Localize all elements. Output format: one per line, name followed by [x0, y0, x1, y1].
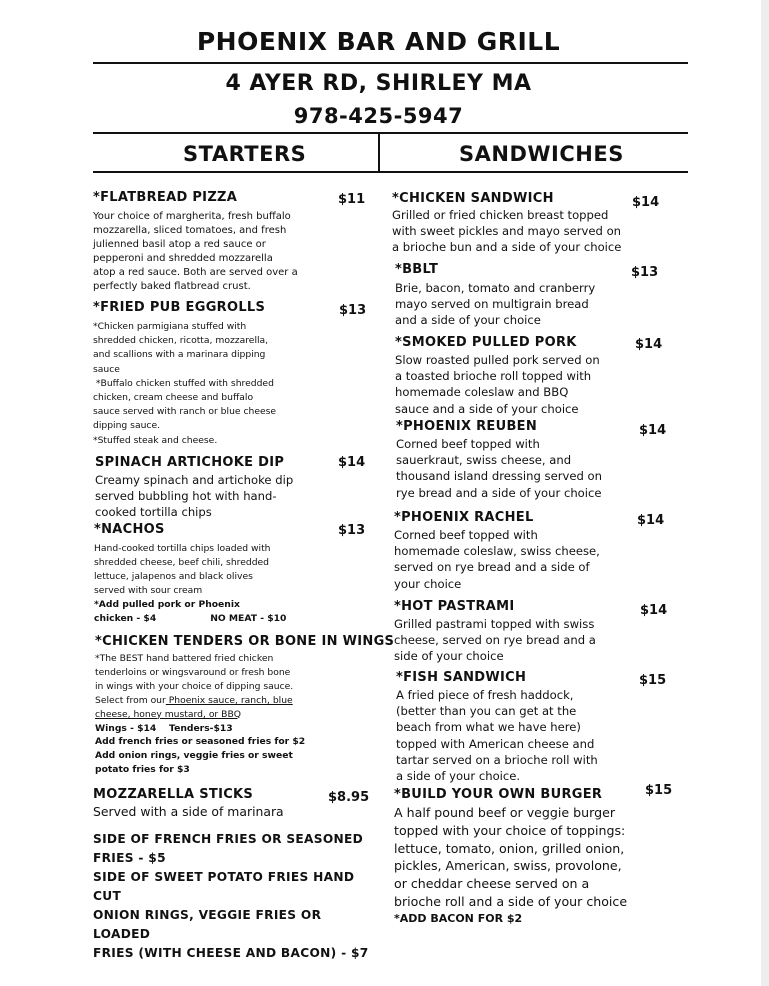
item-description: Served with a side of marinara: [93, 804, 284, 819]
item-price: $15: [645, 783, 673, 798]
sides-list: SIDE OF FRENCH FRIES OR SEASONED FRIES - $5 SIDE OF SWEET POTATO FRIES HAND CUT ONION RINGS, VEGGIE FRIES OR LOADED FRIES (WITH CHEESE AND BACON) - $7: [93, 832, 369, 960]
item-name: *BBLT: [395, 262, 439, 277]
item-description: Brie, bacon, tomato and cranberry mayo served on multigrain bread and a side of your choice: [395, 281, 596, 328]
menu-item-bblt: [395, 262, 630, 329]
nachos-addon: *Add pulled pork or Phoenix: [94, 598, 240, 610]
header-divider-top: [93, 62, 688, 64]
item-name: *PHOENIX RACHEL: [394, 510, 534, 525]
menu-item-build-your-own-burger: [394, 787, 644, 925]
item-price: $15: [639, 673, 667, 688]
menu-item-phoenix-rachel: [394, 510, 629, 592]
starters-heading: STARTERS: [183, 142, 307, 166]
item-price: $13: [338, 523, 366, 538]
wings-tenders-prices: Wings - $14 Tenders-$13: [95, 722, 233, 734]
item-name: *CHICKEN TENDERS OR BONE IN WINGS: [95, 634, 395, 649]
item-description: A half pound beef or veggie burger topped with your choice of toppings: lettuce, tomato, onion, grilled onion, pickles, American, swiss, provolone, or cheddar cheese served on a brioche roll and a side of your choice: [394, 805, 628, 909]
menu-item-nachos: [94, 522, 334, 625]
restaurant-phone: 978-425-5947: [293, 104, 464, 128]
item-name: *BUILD YOUR OWN BURGER: [394, 787, 603, 802]
item-name: *HOT PASTRAMI: [394, 599, 515, 614]
column-divider: [378, 133, 380, 171]
menu-item-mozzarella-sticks: [93, 787, 333, 820]
item-name: *FRIED PUB EGGROLLS: [93, 300, 266, 315]
item-price: $14: [637, 513, 665, 528]
item-name: *FISH SANDWICH: [396, 670, 527, 685]
menu-item-smoked-pulled-pork: [395, 335, 630, 417]
menu-item-phoenix-reuben: [396, 419, 631, 501]
item-price: $8.95: [328, 790, 370, 805]
item-description: *Chicken parmigiana stuffed with shredded chicken, ricotta, mozzarella, and scallions with a marinara dipping sauce *Buffalo chicken stuffed with shredded chicken, cream cheese and buffalo sauce served with ranch or blue cheese dipping sauce. *Stuffed steak and cheese.: [93, 321, 277, 446]
menu-item-fish-sandwich: [396, 670, 631, 784]
item-name: MOZZARELLA STICKS: [93, 787, 254, 802]
item-description: Your choice of margherita, fresh buffalo mozzarella, sliced tomatoes, and fresh julienned basil atop a red sauce or pepperoni and shredded mozzarella atop a red sauce. Both are served over a perfectly baked flatbread crust.: [93, 211, 298, 292]
menu-item-fried-pub-eggrolls: [93, 300, 308, 448]
item-description: Grilled pastrami topped with swiss cheese, served on rye bread and a side of your choice: [394, 617, 596, 664]
restaurant-address: 4 AYER RD, SHIRLEY MA: [225, 71, 532, 96]
item-price: $14: [632, 195, 660, 210]
item-price: $14: [338, 455, 366, 470]
item-description: Creamy spinach and artichoke dip served bubbling hot with hand- cooked tortilla chips: [95, 473, 294, 520]
item-description: Corned beef topped with homemade coleslaw, swiss cheese, served on rye bread and a side of your choice: [394, 528, 600, 591]
item-price: $14: [639, 423, 667, 438]
item-price: $13: [339, 303, 367, 318]
item-price: $14: [640, 603, 668, 618]
item-price: $14: [635, 337, 663, 352]
item-name: *FLATBREAD PIZZA: [93, 190, 238, 205]
sandwiches-heading: SANDWICHES: [459, 142, 624, 166]
restaurant-title: PHOENIX BAR AND GRILL: [196, 27, 561, 56]
item-description: A fried piece of fresh haddock, (better than you can get at the beach from what we have here) topped with American cheese and tartar served on a brioche roll with a side of your choice.: [396, 688, 598, 784]
item-name: *PHOENIX REUBEN: [396, 419, 538, 434]
item-name: *SMOKED PULLED PORK: [395, 335, 577, 350]
nachos-addon-price: chicken - $4 NO MEAT - $10: [94, 612, 287, 624]
item-name: *CHICKEN SANDWICH: [392, 191, 554, 206]
item-description: Slow roasted pulled pork served on a toasted brioche roll topped with homemade coleslaw and BBQ sauce and a side of your choice: [395, 353, 600, 416]
menu-item-flatbread-pizza: [93, 190, 308, 294]
menu-item-hot-pastrami: [394, 599, 629, 665]
item-description: Corned beef topped with sauerkraut, swiss cheese, and thousand island dressing served on rye bread and a side of your choice: [396, 437, 602, 500]
header-divider-bottom: [93, 132, 688, 134]
menu-item-spinach-artichoke-dip: [95, 455, 325, 521]
item-description: Grilled or fried chicken breast topped with sweet pickles and mayo served on a brioche bun and a side of your choice: [392, 208, 622, 255]
item-description: *The BEST hand battered fried chicken tenderloins or wingsvaround or fresh bone in wings with your choice of dipping sauce. Select from our Phoenix sauce, ranch, blue cheese, honey mustard, or BBQ Wings - $14 Tenders-$13 Add french fries or seasoned fries for $2 Add onion rings, veggie fries or sweet potato fries for $3: [95, 652, 375, 777]
item-name: *NACHOS: [94, 522, 165, 537]
item-description: Hand-cooked tortilla chips loaded with shredded cheese, beef chili, shredded lettuce, jalapenos and black olives served with sour cream *Add pulled pork or Phoenix chicken - $4 NO MEAT - $10: [94, 542, 334, 625]
item-price: $13: [631, 265, 659, 280]
burger-addon: *ADD BACON FOR $2: [394, 911, 523, 925]
menu-item-chicken-tenders-wings: [95, 634, 395, 777]
item-price: $11: [338, 192, 366, 207]
menu-item-chicken-sandwich: [392, 191, 632, 256]
item-name: SPINACH ARTICHOKE DIP: [95, 455, 285, 470]
section-divider: [93, 171, 688, 173]
